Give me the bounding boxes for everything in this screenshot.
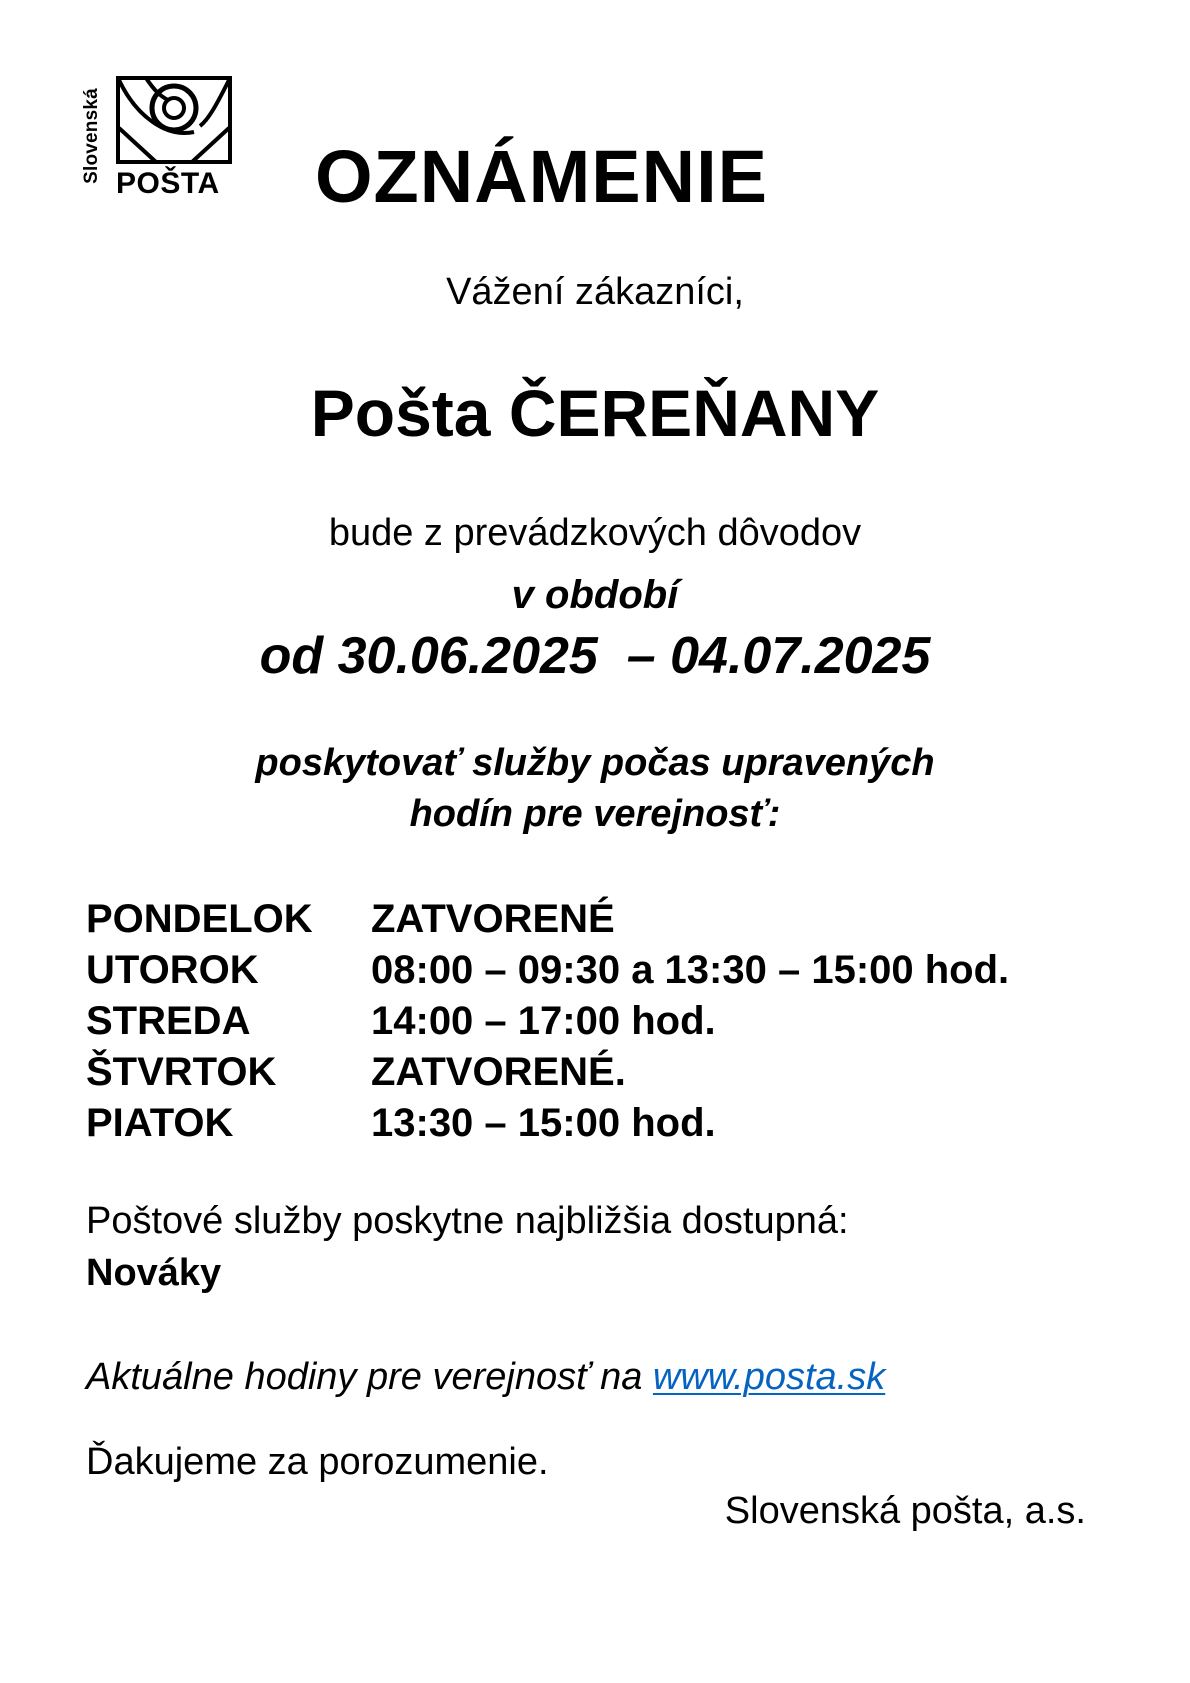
opening-hours-schedule	[86, 894, 1146, 1149]
post-office-name: Pošta ČEREŇANY	[310, 376, 880, 450]
alternative-office-label: Poštové služby poskytne najbližšia dostupná:	[86, 1200, 849, 1242]
schedule-row	[86, 1098, 1146, 1149]
schedule-hours: ZATVORENÉ	[371, 897, 615, 941]
hours-info-text: Aktuálne hodiny pre verejnosť na	[86, 1356, 653, 1398]
schedule-row	[86, 1047, 1146, 1098]
schedule-row	[86, 996, 1146, 1047]
period-dates: od 30.06.2025 – 04.07.2025	[259, 627, 931, 685]
slovenska-posta-logo	[80, 68, 240, 208]
schedule-hours: 14:00 – 17:00 hod.	[371, 999, 716, 1043]
logo-vertical-label: Slovenská	[81, 88, 102, 184]
schedule-hours: 08:00 – 09:30 a 13:30 – 15:00 hod.	[371, 948, 1010, 992]
service-text-line1: poskytovať služby počas upravených	[255, 742, 935, 784]
schedule-day: STREDA	[86, 999, 251, 1043]
schedule-row	[86, 894, 1146, 945]
schedule-day: PIATOK	[86, 1101, 234, 1145]
posta-website-link[interactable]: www.posta.sk	[652, 1356, 886, 1398]
reason-text: bude z prevádzkových dôvodov	[328, 512, 862, 554]
schedule-day: ŠTVRTOK	[86, 1050, 277, 1094]
alternative-office-name: Nováky	[86, 1252, 222, 1294]
page-title: OZNÁMENIE	[315, 135, 768, 218]
schedule-day: UTOROK	[86, 948, 259, 992]
logo-brand-text: POŠTA	[116, 167, 220, 200]
schedule-day: PONDELOK	[86, 897, 313, 941]
logo-vertical-text	[80, 68, 104, 204]
service-text-line2: hodín pre verejnosť:	[409, 793, 781, 835]
posthorn-envelope-icon	[116, 76, 232, 164]
signature: Slovenská pošta, a.s.	[724, 1490, 1086, 1532]
thanks-text: Ďakujeme za porozumenie.	[86, 1441, 549, 1483]
schedule-hours: ZATVORENÉ.	[371, 1050, 626, 1094]
hours-info	[86, 1358, 885, 1396]
greeting: Vážení zákazníci,	[446, 271, 744, 313]
schedule-row	[86, 945, 1146, 996]
period-label: v období	[511, 573, 679, 617]
schedule-hours: 13:30 – 15:00 hod.	[371, 1101, 716, 1145]
